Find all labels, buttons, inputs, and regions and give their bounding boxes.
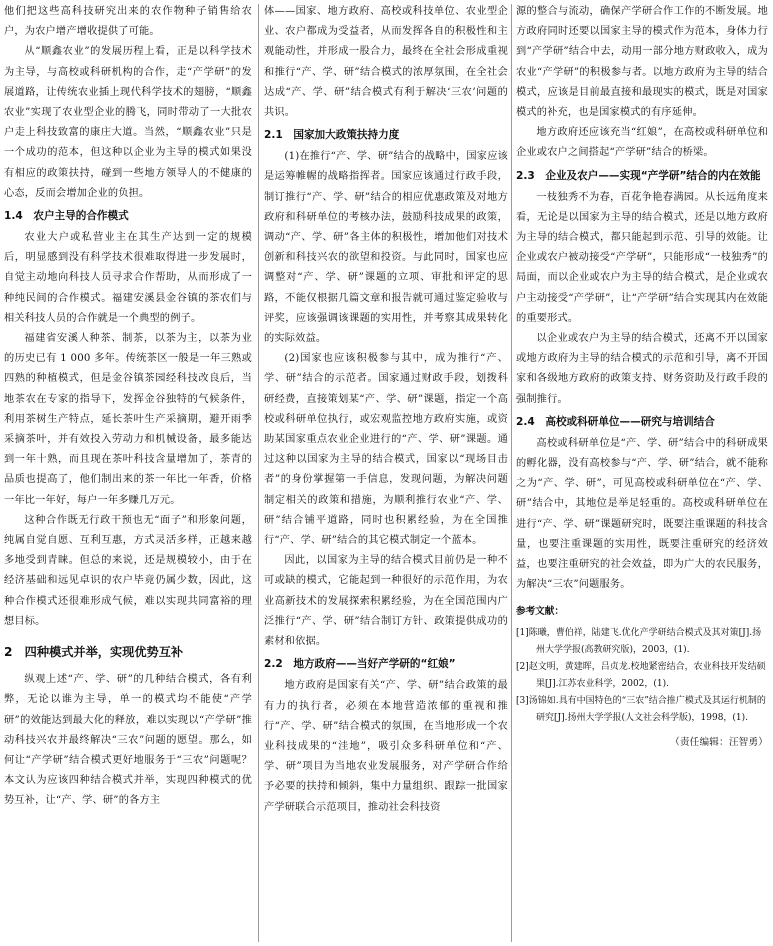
paragraph: (1)在推行“产、学、研”结合的战略中，国家应该是运筹帷幄的战略指挥者。国家应该通过行政手段，制订推行“产、学、研”结合的相应优惠政策及对地方政府和科研单位的考核办法，鼓励科技成果的政策，调动“产、学、研”各主体的积极性，增加他们对技术创新和科技兴农的欲望和投资。与此同时，国家也应调整对“产、学、研”课题的立项、审批和评定的思路，不能仅根据几篇文章和报告就可通过鉴定验收与评奖，应该强调该课题的实用性，并考察其成果转化的实际效益。 — [264, 151, 508, 345]
responsible-editor: （责任编辑：汪智勇） — [670, 737, 768, 749]
column-divider — [511, 4, 512, 942]
column-middle — [264, 2, 508, 944]
paragraph: 一枝独秀不为春，百花争艳春满园。从长远角度来看，无论是以国家为主导的结合模式，还是以地方政府为主导的结合模式，都只能起到示范、引导的效能。让企业或农户被动接受“产学研”，只能形成“一枝独秀”的局面，而以企业或农户为主导的结合模式，是企业或农户主动接受“产学研”，让“产学研”结合实现其内在效能的重要形式。 — [516, 191, 768, 324]
paragraph: 源的整合与流动，确保产学研合作工作的不断发展。地方政府同时还要以国家主导的模式作为范本，身体力行到“产学研”结合中去，动用一部分地方财政收入，成为农业“产学研”的积极参与者。以地方政府为主导的结合模式，应该是目前最直接和最现实的模式，既是对国家模式的补充，也是国家模式的有序延伸。 — [516, 6, 768, 119]
paragraph: 高校或科研单位是“产、学、研”结合中的科研成果的孵化器，没有高校参与“产、学、研”结合，就不能称之为“产、学、研”，可见高校或科研单位在“产、学、研”结合中，其地位是举足轻重的。高校或科研单位在进行“产、学、研”课题研究时，既要注重课题的科技含量，也要注重课题的实用性，既要注重研究的经济效益，也要注重研究的社会效益，即为广大的农民服务，为解决“三农”问题服务。 — [516, 437, 768, 591]
paragraph: 以企业或农户为主导的结合模式，还离不开以国家或地方政府为主导的结合模式的示范和引导，离不开国家和各级地方政府的政策支持、财务资助及行政手段的强制推行。 — [516, 333, 768, 405]
section-heading-2-4: 2.4 高校或科研单位——研究与培训结合 — [516, 415, 715, 428]
paragraph: (2)国家也应该积极参与其中，成为推行“产、学、研”结合的示范者。国家通过财政手段，划拨科研经费，直接策划某“产、学、研”课题，指定一个高校或科研单位执行，或宏观监控地方政府实施，或资助某国家重点农业企业进行的“产、学、研”课题。通过这种以国家为主导的结合模式，国家以“现场目击者”的身份掌握第一手信息，发现问题，为解决问题制定相关的政策和措施，为顺利推行农业“产、学、研”结合铺平道路，同时也积累经验，为在全国推行“产、学、研”结合的其它模式制定一个蓝本。 — [264, 353, 508, 547]
paragraph: 地方政府是国家有关“产、学、研”结合政策的最有力的执行者，必须在本地营造浓郁的重视和推行“产、学、研”结合模式的氛围，在当地形成一个农业科技成果的“洼地”，吸引众多科研单位和“产、学、研”项目为当地农业发展服务，对产学研合作给予必要的扶持和倾斜，集中力量组织、跟踪一批国家产学研联合示范项目，推动社会科技资 — [264, 680, 508, 813]
section-heading-2: 2 四种模式并举，实现优势互补 — [4, 645, 184, 660]
section-heading-1-4: 1.4 农户主导的合作模式 — [4, 210, 129, 223]
paragraph: 农业大户或私营业主在其生产达到一定的规模后，明显感到没有科学技术很难取得进一步发展时，自觉主动地向科技人员寻求合作帮助，从而形成了一种纯民间的合作模式。福建安溪县金谷镇的茶农们与相关科技人员的合作就是一个典型的例子。 — [4, 232, 252, 324]
paragraph: 纵观上述“产、学、研”的几种结合模式，各有利弊，无论以谁为主导，单一的模式均不能使“产学研”的效能达到最大化的释放，难以实现以“产学研”推动科技兴农并最终解决“三农”问题的愿望。那么，如何让“产学研”结合模式更好地服务于“三农”问题呢？本文认为应该四种结合模式并举，实现四种模式的优势互补，让“产、学、研”的各方主 — [4, 674, 252, 807]
column-left — [4, 2, 252, 944]
reference-item: [1]陈曦，曹伯祥，陆建飞.优化产学研结合模式及其对策[J].扬州大学学报(高教研究版)，2003，(1). — [516, 628, 762, 656]
references-title: 参考文献： — [516, 606, 564, 618]
section-heading-2-1: 2.1 国家加大政策扶持力度 — [264, 129, 400, 142]
paragraph: 体——国家、地方政府、高校或科技单位、农业型企业、农户都成为受益者，从而发挥各自的积极性和主观能动性，并形成一股合力，最终在全社会形成重视和推行“产、学、研”结合模式的浓厚氛围，在全社会达成“产、学、研”结合模式有利于解决‘三农’问题的共识。 — [264, 6, 508, 119]
paragraph: 这种合作既无行政干预也无“面子”和形象问题，纯属自觉自愿、互利互惠，方式灵活多样，正越来越多地受到青睐。但总的来说，还是规模较小，由于在经济基础和远见卓识的农户毕竟仍属少数，因此，这种合作模式还很难形成气候，难以实现共同富裕的理想目标。 — [4, 514, 252, 627]
reference-item: [2]赵文明，黄建晖，吕贞龙.校地紧密结合，农业科技开发结硕果[J].江苏农业科学，2002，(1). — [516, 662, 766, 690]
paragraph: 因此，以国家为主导的结合模式目前仍是一种不可或缺的模式，它能起到一种很好的示范作用，为农业高新技术的发展探索积累经验，为在全国范围内广泛推行“产、学、研”结合制订方针、政策提供成功的素材和依据。 — [264, 555, 508, 648]
column-right — [516, 2, 768, 944]
section-heading-2-2: 2.2 地方政府——当好产学研的“红娘” — [264, 658, 456, 671]
column-divider — [258, 4, 259, 942]
paragraph: 地方政府还应该充当“红娘”，在高校或科研单位和企业或农户之间搭起“产学研”结合的桥梁。 — [516, 127, 768, 159]
paragraph: 从“顺鑫农业”的发展历程上看，正是以科学技术为主导，与高校或科研机构的合作，走“产学研”的发展道路，让传统农业插上现代科学技术的翅膀，“顺鑫农业”实现了农业型企业的腾飞，同时带动了一大批农户走上科技致富的康庄大道。当然，“顺鑫农业”只是一个成功的范本，但这种以企业为主导的模式如果没有相应的政策扶持，碰到一些地方领导人的不健康的心态，反而会增加企业的负担。 — [4, 46, 252, 199]
paragraph: 福建省安溪人种茶、制茶，以茶为主，以茶为业的历史已有 1 000 多年。传统茶区一般是一年三熟或四熟的种植模式，但是金谷镇茶园经科技改良后，当地茶农在专家的指导下，发挥金谷独特的气候条件，利用茶树生产特点，延长茶叶生产采摘期，避开雨季采摘茶叶，并有效投入劳动力和机械设备，最多能达到一年十熟，而且现在茶叶科技含量增加了，茶青的品质也提高了，他们制出来的茶一年比一年香，价格一年比一年好，每户一年多赚几万元。 — [4, 333, 252, 506]
section-heading-2-3: 2.3 企业及农户——实现“产学研”结合的内在效能 — [516, 169, 761, 182]
reference-item: [3]汤锦如.具有中国特色的“三农”结合推广模式及其运行机制的研究[J].扬州大学学报(人文社会科学版)，1998，(1). — [516, 696, 766, 724]
paragraph: 他们把这些高科技研究出来的农作物种子销售给农户，为农户增产增收提供了可能。 — [4, 6, 252, 38]
